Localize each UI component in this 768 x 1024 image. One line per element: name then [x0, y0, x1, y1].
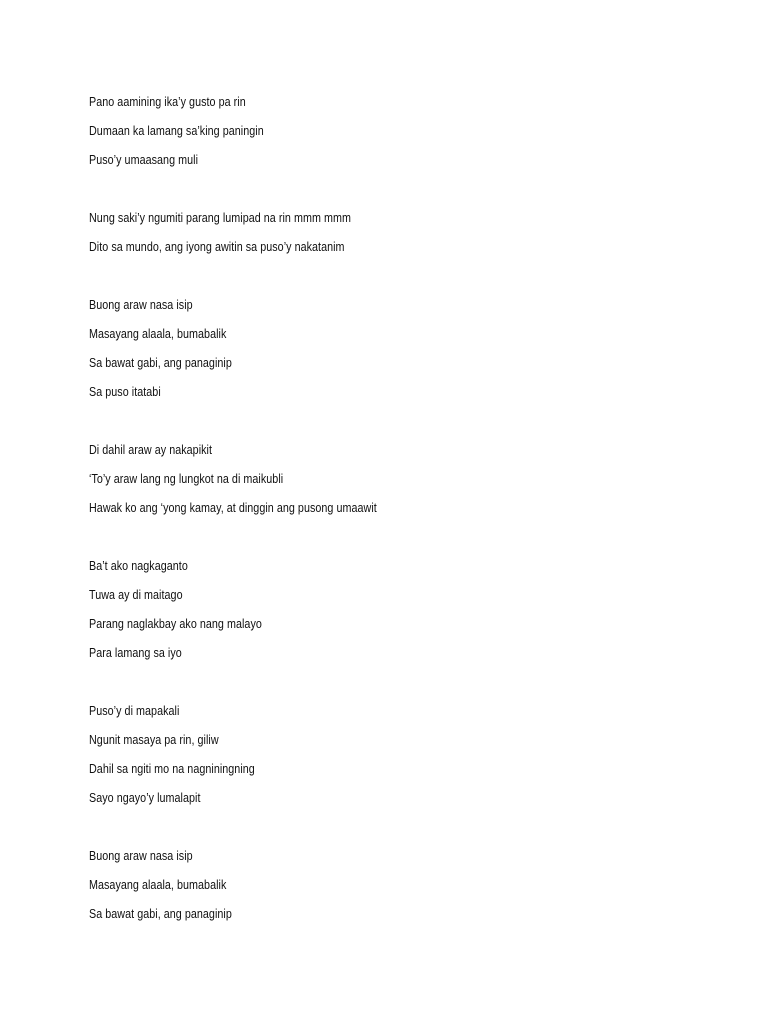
lyric-line: Dito sa mundo, ang iyong awitin sa puso’y nakatanim — [89, 240, 345, 254]
lyric-line: Para lamang sa iyo — [89, 646, 182, 660]
stanza-gap — [89, 412, 729, 441]
stanza-gap — [89, 673, 729, 702]
lyric-line: ‘To’y araw lang ng lungkot na di maikubli — [89, 472, 284, 486]
lyrics-body — [89, 93, 729, 934]
stanza-gap — [89, 180, 729, 209]
lyric-line: Buong araw nasa isip — [89, 849, 193, 863]
lyric-line: Masayang alaala, bumabalik — [89, 327, 227, 341]
lyric-line: Sa bawat gabi, ang panaginip — [89, 907, 232, 921]
lyric-line: Parang naglakbay ako nang malayo — [89, 617, 262, 631]
lyric-line: Puso’y di mapakali — [89, 704, 180, 718]
lyric-line: Masayang alaala, bumabalik — [89, 878, 227, 892]
lyric-line: Sa bawat gabi, ang panaginip — [89, 356, 232, 370]
lyric-line: Tuwa ay di maitago — [89, 588, 183, 602]
stanza — [89, 296, 729, 412]
stanza — [89, 847, 729, 934]
lyric-line: Di dahil araw ay nakapikit — [89, 443, 213, 457]
lyric-line: Buong araw nasa isip — [89, 298, 193, 312]
lyric-line: Pano aamining ika’y gusto pa rin — [89, 95, 246, 109]
lyric-line: Dumaan ka lamang sa’king paningin — [89, 124, 264, 138]
stanza-gap — [89, 818, 729, 847]
stanza — [89, 702, 729, 818]
lyric-line: Dahil sa ngiti mo na nagniningning — [89, 762, 255, 776]
lyric-line: Hawak ko ang ‘yong kamay, at dinggin ang pusong umaawit — [89, 501, 377, 515]
stanza — [89, 441, 729, 528]
lyric-line: Ngunit masaya pa rin, giliw — [89, 733, 219, 747]
stanza-gap — [89, 528, 729, 557]
stanza — [89, 557, 729, 673]
lyric-line: Sa puso itatabi — [89, 385, 161, 399]
lyric-line: Nung saki’y ngumiti parang lumipad na rin mmm mmm — [89, 211, 351, 225]
stanza — [89, 209, 729, 267]
stanza — [89, 93, 729, 180]
lyric-line: Puso’y umaasang muli — [89, 153, 199, 167]
lyric-line: Ba’t ako nagkaganto — [89, 559, 188, 573]
lyric-line: Sayo ngayo’y lumalapit — [89, 791, 201, 805]
stanza-gap — [89, 267, 729, 296]
